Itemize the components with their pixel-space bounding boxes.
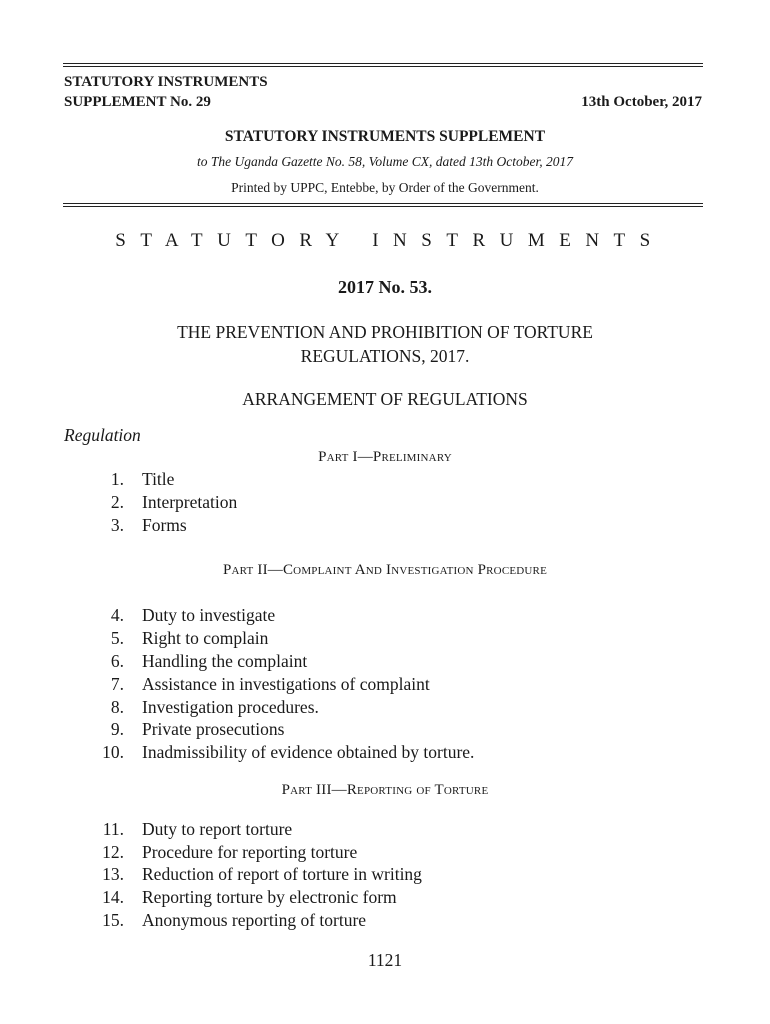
list-item	[0, 741, 474, 764]
list-item	[0, 696, 319, 719]
item-title: Duty to report torture	[142, 819, 293, 839]
arrangement-title: ARRANGEMENT OF REGULATIONS	[242, 389, 528, 409]
printed-by-line: Printed by UPPC, Entebbe, by Order of the Government.	[231, 180, 539, 195]
item-title: Interpretation	[142, 492, 238, 512]
item-title: Inadmissibility of evidence obtained by torture.	[142, 742, 475, 762]
statutory-instruments-banner: STATUTORY INSTRUMENTS	[115, 230, 665, 251]
list-item	[0, 468, 174, 491]
list-item	[0, 673, 430, 696]
list-item	[0, 818, 292, 841]
item-number: 14.	[102, 887, 124, 907]
item-number: 13.	[102, 864, 124, 884]
item-title: Anonymous reporting of torture	[142, 910, 367, 930]
list-item	[0, 718, 284, 741]
part-heading-3: Part III—Reporting of Torture	[281, 782, 489, 798]
item-title: Duty to investigate	[142, 605, 276, 625]
list-item	[0, 909, 366, 932]
list-item	[0, 841, 357, 864]
header-date: 13th October, 2017	[581, 94, 702, 110]
item-title: Reduction of report of torture in writing	[142, 864, 422, 884]
list-item	[0, 491, 237, 514]
item-number: 4.	[110, 605, 124, 625]
supplement-subtitle: to The Uganda Gazette No. 58, Volume CX, dated 13th October, 2017	[196, 154, 574, 169]
header-supplement-number: SUPPLEMENT No. 29	[64, 94, 211, 110]
item-title: Reporting torture by electronic form	[142, 887, 397, 907]
top-double-rule	[63, 63, 703, 67]
header-statutory-instruments: STATUTORY INSTRUMENTS	[64, 74, 268, 90]
supplement-title: STATUTORY INSTRUMENTS SUPPLEMENT	[224, 128, 546, 145]
item-number: 11.	[102, 819, 124, 839]
item-title: Procedure for reporting torture	[142, 842, 358, 862]
item-number: 2.	[110, 492, 124, 512]
instrument-number: 2017 No. 53.	[338, 277, 432, 297]
list-item	[0, 514, 187, 537]
item-number: 1.	[110, 469, 124, 489]
header-bottom-double-rule	[63, 203, 703, 207]
page-number: 1121	[367, 950, 403, 970]
item-title: Assistance in investigations of complaint	[142, 674, 430, 694]
item-number: 15.	[102, 910, 124, 930]
header-left	[64, 72, 268, 112]
item-number: 9.	[110, 719, 124, 739]
part-heading-1: Part I—Preliminary	[318, 449, 452, 465]
item-title: Title	[142, 469, 175, 489]
item-title: Private prosecutions	[142, 719, 285, 739]
list-item	[0, 886, 397, 909]
item-title: Investigation procedures.	[142, 697, 319, 717]
item-number: 5.	[110, 628, 124, 648]
part-heading-2: Part II—Complaint And Investigation Procedure	[222, 562, 548, 578]
item-number: 8.	[110, 697, 124, 717]
regulations-title-line2: REGULATIONS, 2017.	[300, 346, 470, 366]
regulations-title	[0, 320, 770, 368]
regulation-column-label: Regulation	[64, 425, 141, 445]
regulations-title-line1: THE PREVENTION AND PROHIBITION OF TORTURE	[177, 322, 593, 342]
item-number: 6.	[110, 651, 124, 671]
list-item	[0, 863, 422, 886]
item-title: Right to complain	[142, 628, 269, 648]
item-title: Forms	[142, 515, 187, 535]
item-number: 3.	[110, 515, 124, 535]
item-number: 10.	[102, 742, 124, 762]
item-title: Handling the complaint	[142, 651, 308, 671]
list-item	[0, 627, 268, 650]
item-number: 7.	[110, 674, 124, 694]
item-number: 12.	[102, 842, 124, 862]
list-item	[0, 650, 307, 673]
list-item	[0, 604, 275, 627]
